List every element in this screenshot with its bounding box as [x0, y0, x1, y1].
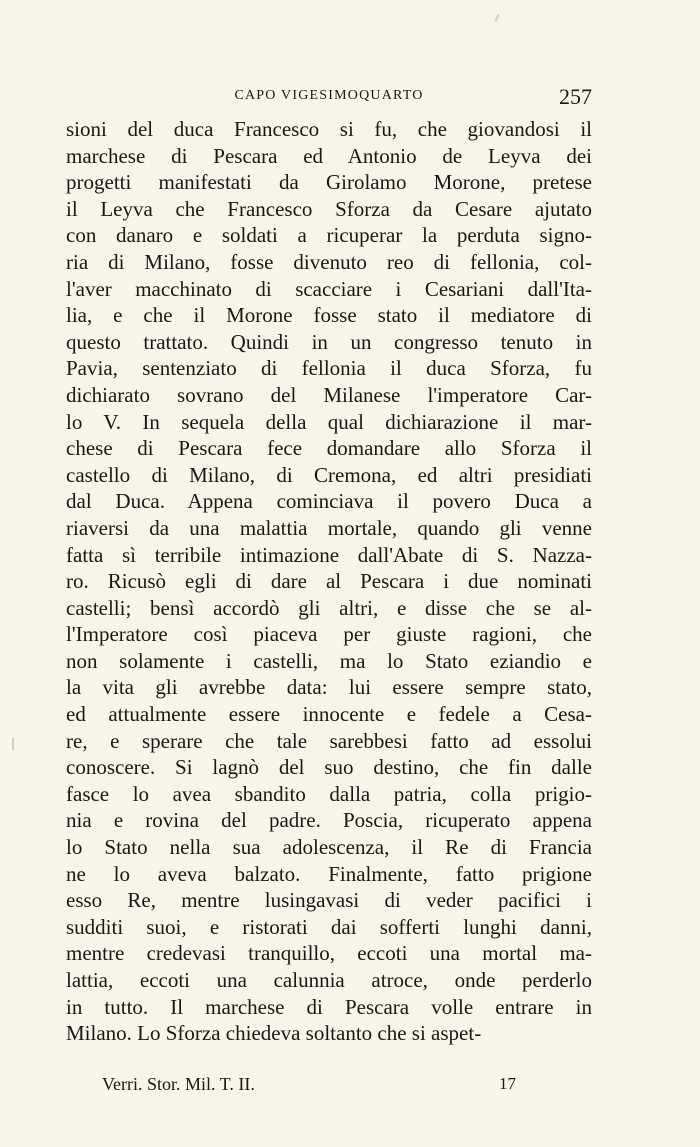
running-head: CAPO VIGESIMOQUARTO — [234, 88, 424, 103]
text-line: riaversi da una malattia mortale, quando gli venne — [66, 515, 592, 540]
text-line: mentre credevasi tranquillo, eccoti una mortal ma- — [66, 941, 592, 966]
text-line: Pavia, sentenziato di fellonia il duca Sforza, fu — [66, 356, 592, 381]
page-number: 257 — [559, 84, 592, 109]
text-line: fatta sì terribile intimazione dall'Abate di S. Nazza- — [66, 542, 592, 567]
text-line: dichiarato sovrano del Milanese l'imperatore Car- — [66, 382, 592, 407]
text-line: dal Duca. Appena cominciava il povero Duca a — [66, 489, 592, 514]
text-line: fasce lo avea sbandito dalla patria, colla prigio- — [66, 781, 592, 806]
page-header — [66, 84, 592, 118]
text-line: chese di Pescara fece domandare allo Sforza il — [66, 436, 592, 461]
text-line: il Leyva che Francesco Sforza da Cesare ajutato — [66, 196, 592, 221]
page-footer — [102, 1074, 572, 1104]
text-line: progetti manifestati da Girolamo Morone, pretese — [66, 170, 592, 195]
body-text — [66, 116, 592, 1047]
text-line: ed attualmente essere innocente e fedele a Cesa- — [66, 702, 592, 727]
text-line: ria di Milano, fosse divenuto reo di fellonia, col- — [66, 249, 592, 274]
paper-speck — [494, 14, 499, 22]
text-line: castelli; bensì accordò gli altri, e disse che se al- — [66, 595, 592, 620]
text-line: ne lo aveva balzato. Finalmente, fatto prigione — [66, 861, 592, 886]
text-line: sioni del duca Francesco si fu, che giovandosi il — [66, 117, 592, 141]
text-line: marchese di Pescara ed Antonio de Leyva dei — [66, 143, 592, 168]
text-line: Milano. Lo Sforza chiedeva soltanto che si aspet- — [66, 1021, 482, 1046]
paper-speck — [12, 738, 14, 750]
text-line: lo V. In sequela della qual dichiarazione il mar- — [66, 409, 592, 434]
text-line: lia, e che il Morone fosse stato il mediatore di — [66, 303, 592, 328]
text-line: castello di Milano, di Cremona, ed altri presidiati — [66, 462, 592, 487]
text-line: nia e rovina del padre. Poscia, ricuperato appena — [66, 808, 592, 833]
text-line: in tutto. Il marchese di Pescara volle entrare in — [66, 994, 592, 1019]
text-line: questo trattato. Quindi in un congresso tenuto in — [66, 329, 592, 354]
text-line: lo Stato nella sua adolescenza, il Re di Francia — [66, 835, 592, 860]
printer-signature: Verri. Stor. Mil. T. II. — [102, 1074, 255, 1094]
text-line: ro. Ricusò egli di dare al Pescara i due nominati — [66, 569, 592, 594]
text-line: conoscere. Si lagnò del suo destino, che fin dalle — [66, 755, 592, 780]
text-line: re, e sperare che tale sarebbesi fatto ad essolui — [66, 728, 592, 753]
text-line: l'Imperatore così piaceva per giuste ragioni, che — [66, 622, 592, 647]
text-line: l'aver macchinato di scacciare i Cesariani dall'Ita- — [66, 276, 592, 301]
text-line: la vita gli avrebbe data: lui essere sempre stato, — [66, 675, 592, 700]
text-line: lattia, eccoti una calunnia atroce, onde perderlo — [66, 968, 592, 992]
text-line: sudditi suoi, e ristorati dai sofferti lunghi danni, — [66, 914, 592, 939]
text-line: non solamente i castelli, ma lo Stato eziandio e — [66, 648, 592, 673]
text-line: esso Re, mentre lusingavasi di veder pacifici i — [66, 888, 592, 913]
signature-number: 17 — [499, 1074, 516, 1093]
text-line: con danaro e soldati a ricuperar la perduta signo- — [66, 223, 592, 248]
